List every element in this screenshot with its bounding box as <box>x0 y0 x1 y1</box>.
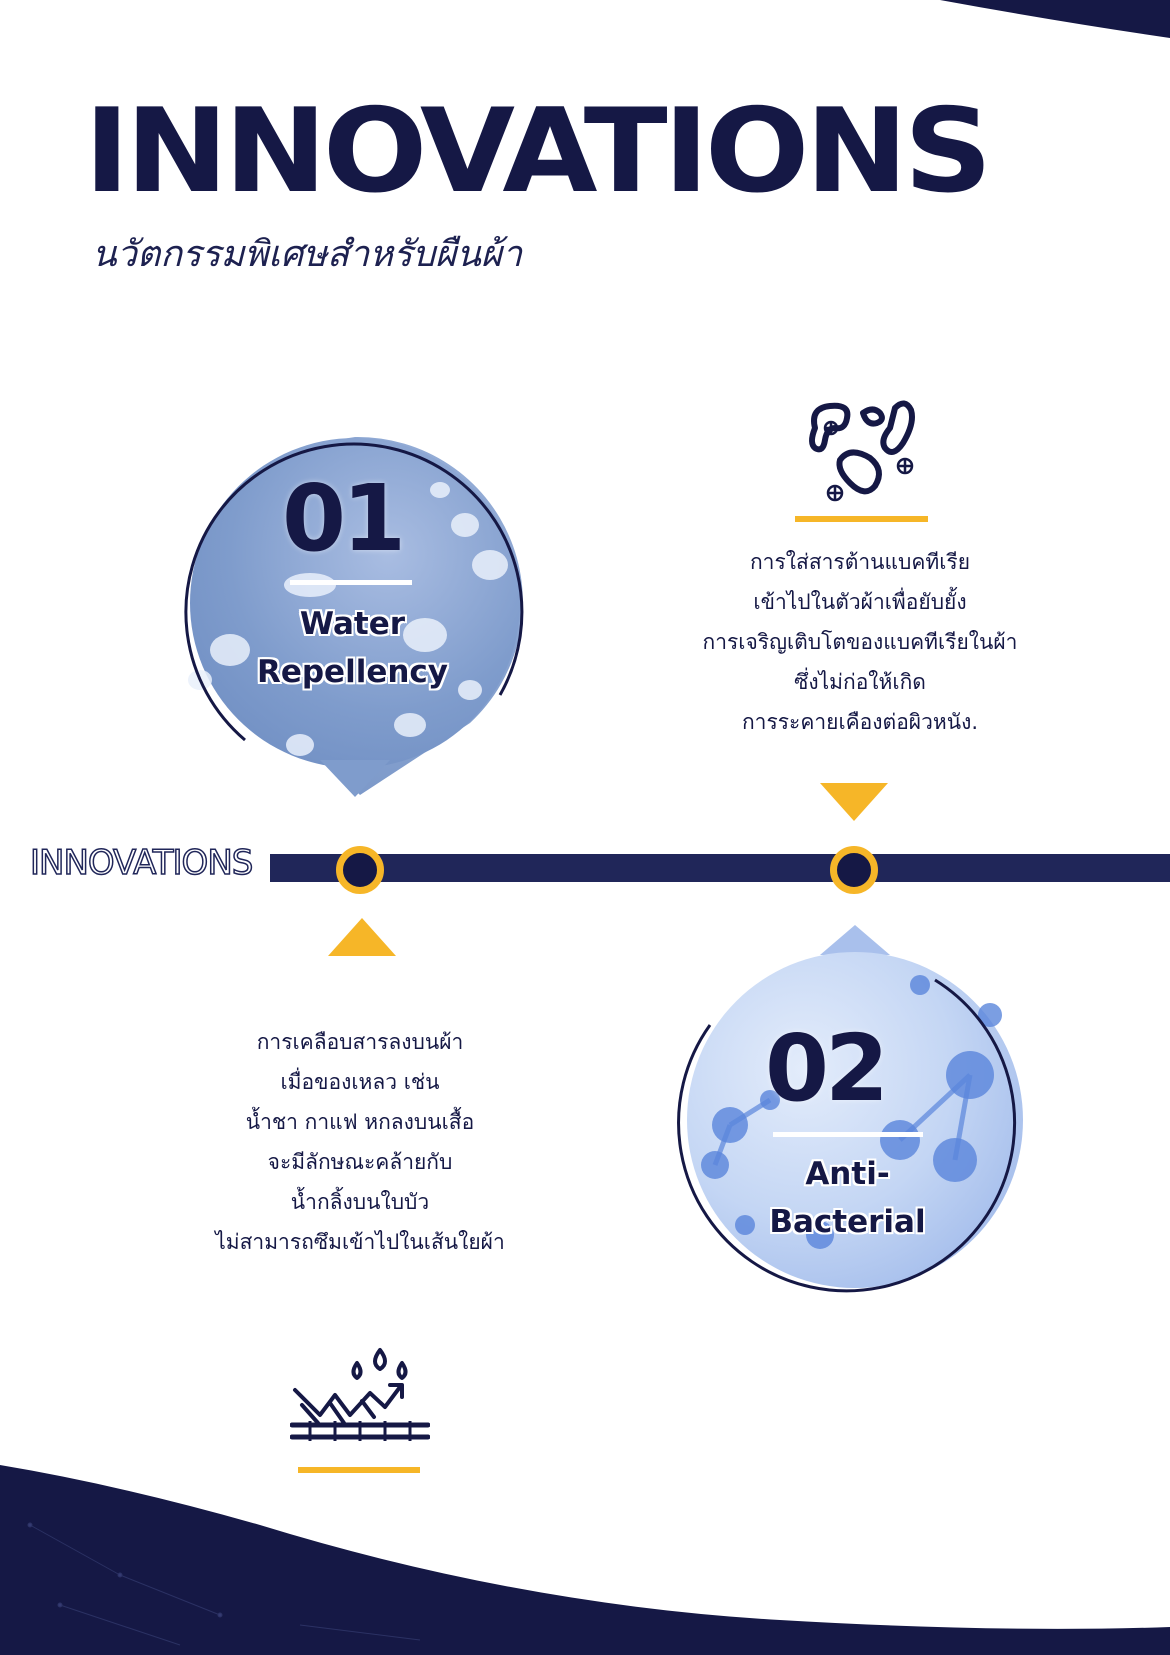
page-title: INNOVATIONS <box>84 84 989 219</box>
card-02-icon-underline <box>795 516 928 522</box>
card-01-title-line1: Water <box>299 606 406 642</box>
card-02-desc-line: ซึ่งไม่ก่อให้เกิด <box>794 670 926 694</box>
card-02-description <box>640 542 1080 742</box>
page-subtitle: นวัตกรรมพิเศษสำหรับผืนผ้า <box>92 234 523 275</box>
bottom-wave-decoration <box>0 1455 1170 1655</box>
water-repellent-fabric-icon <box>290 1345 430 1450</box>
card-02-rule <box>773 1132 923 1137</box>
card-02-desc-line: การใส่สารต้านแบคทีเรีย <box>749 550 971 574</box>
card-01-description <box>160 1022 560 1262</box>
card-02-title-line2: Bacterial <box>769 1204 926 1240</box>
card-02-desc-line: การเจริญเติบโตของแบคทีเรียในผ้า <box>702 630 1018 654</box>
timeline-label: INNOVATIONS <box>30 843 270 883</box>
card-01-desc-line: ไม่สามารถซึมเข้าไปในเส้นใยผ้า <box>215 1230 505 1254</box>
card-02-title-line1: Anti- <box>805 1156 890 1192</box>
card-02-number: 02 <box>765 1015 886 1122</box>
card-01-desc-line: การเคลือบสารลงบนผ้า <box>256 1030 464 1054</box>
card-01-desc-line: จะมีลักษณะคล้ายกับ <box>267 1150 453 1174</box>
card-01-desc-line: น้ำชา กาแฟ หกลงบนเสื้อ <box>245 1110 475 1134</box>
card-02-pointer-triangle <box>820 783 888 821</box>
card-01-number: 01 <box>282 465 403 572</box>
card-01-desc-line: น้ำกลิ้งบนใบบัว <box>290 1190 430 1214</box>
top-wave-decoration <box>0 0 1170 60</box>
card-01-title <box>230 600 475 696</box>
card-01-pointer-triangle <box>328 918 396 956</box>
bacteria-icon <box>805 398 925 508</box>
card-01-desc-line: เมื่อของเหลว เช่น <box>280 1070 440 1094</box>
card-02-desc-line: การระคายเคืองต่อผิวหนัง. <box>741 710 979 734</box>
card-01-rule <box>290 580 412 585</box>
timeline-node-02 <box>830 846 878 894</box>
card-01-title-line2: Repellency <box>256 654 449 690</box>
timeline-node-01 <box>336 846 384 894</box>
card-02-title <box>725 1150 970 1246</box>
card-02-desc-line: เข้าไปในตัวผ้าเพื่อยับยั้ง <box>753 590 967 614</box>
